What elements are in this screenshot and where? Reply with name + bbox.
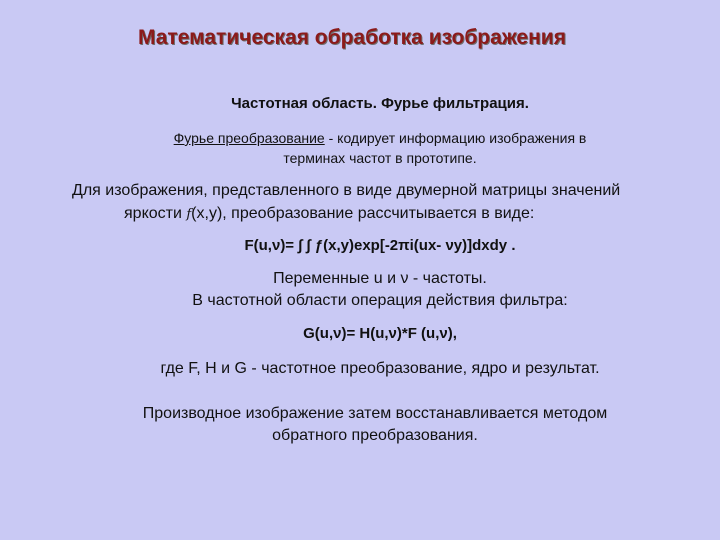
filter-text: В частотной области операция действия фильтра: [192,292,568,309]
where-text: где F, H и G - частотное преобразование, ядро и результат. [160,360,600,377]
fourier-desc-line2: терминах частот в прототипе. [283,150,477,166]
slide-subtitle: Частотная область. Фурье фильтрация. [231,95,529,112]
fourier-transform-link[interactable]: Фурье преобразование [173,130,325,146]
slide-title: Математическая обработка изображения [138,26,566,49]
intro-line-2 [124,205,534,223]
intro-line-2-end: (x,y), преобразование рассчитывается в виде: [191,205,535,222]
filter-formula: G(u,ν)= H(u,ν)*F (u,ν), [303,325,457,342]
intro-line-2-start: яркости [124,205,187,222]
final-paragraph [0,403,720,447]
intro-line-1: Для изображения, представленного в виде двумерной матрицы значений [72,182,621,199]
final-line-2: обратного преобразования. [272,427,478,444]
fourier-desc-line1: - кодирует информацию изображения в [324,130,587,146]
function-f-symbol: f [186,207,192,222]
fourier-definition [0,128,720,168]
final-line-1: Производное изображение затем восстанавливается методом [142,405,608,422]
fourier-formula: F(u,ν)= ∫ ∫ ƒ(x,y)exp[-2πi(ux- νy)]dxdy . [244,237,516,254]
variables-text: Переменные u и ν - частоты. [273,270,487,287]
